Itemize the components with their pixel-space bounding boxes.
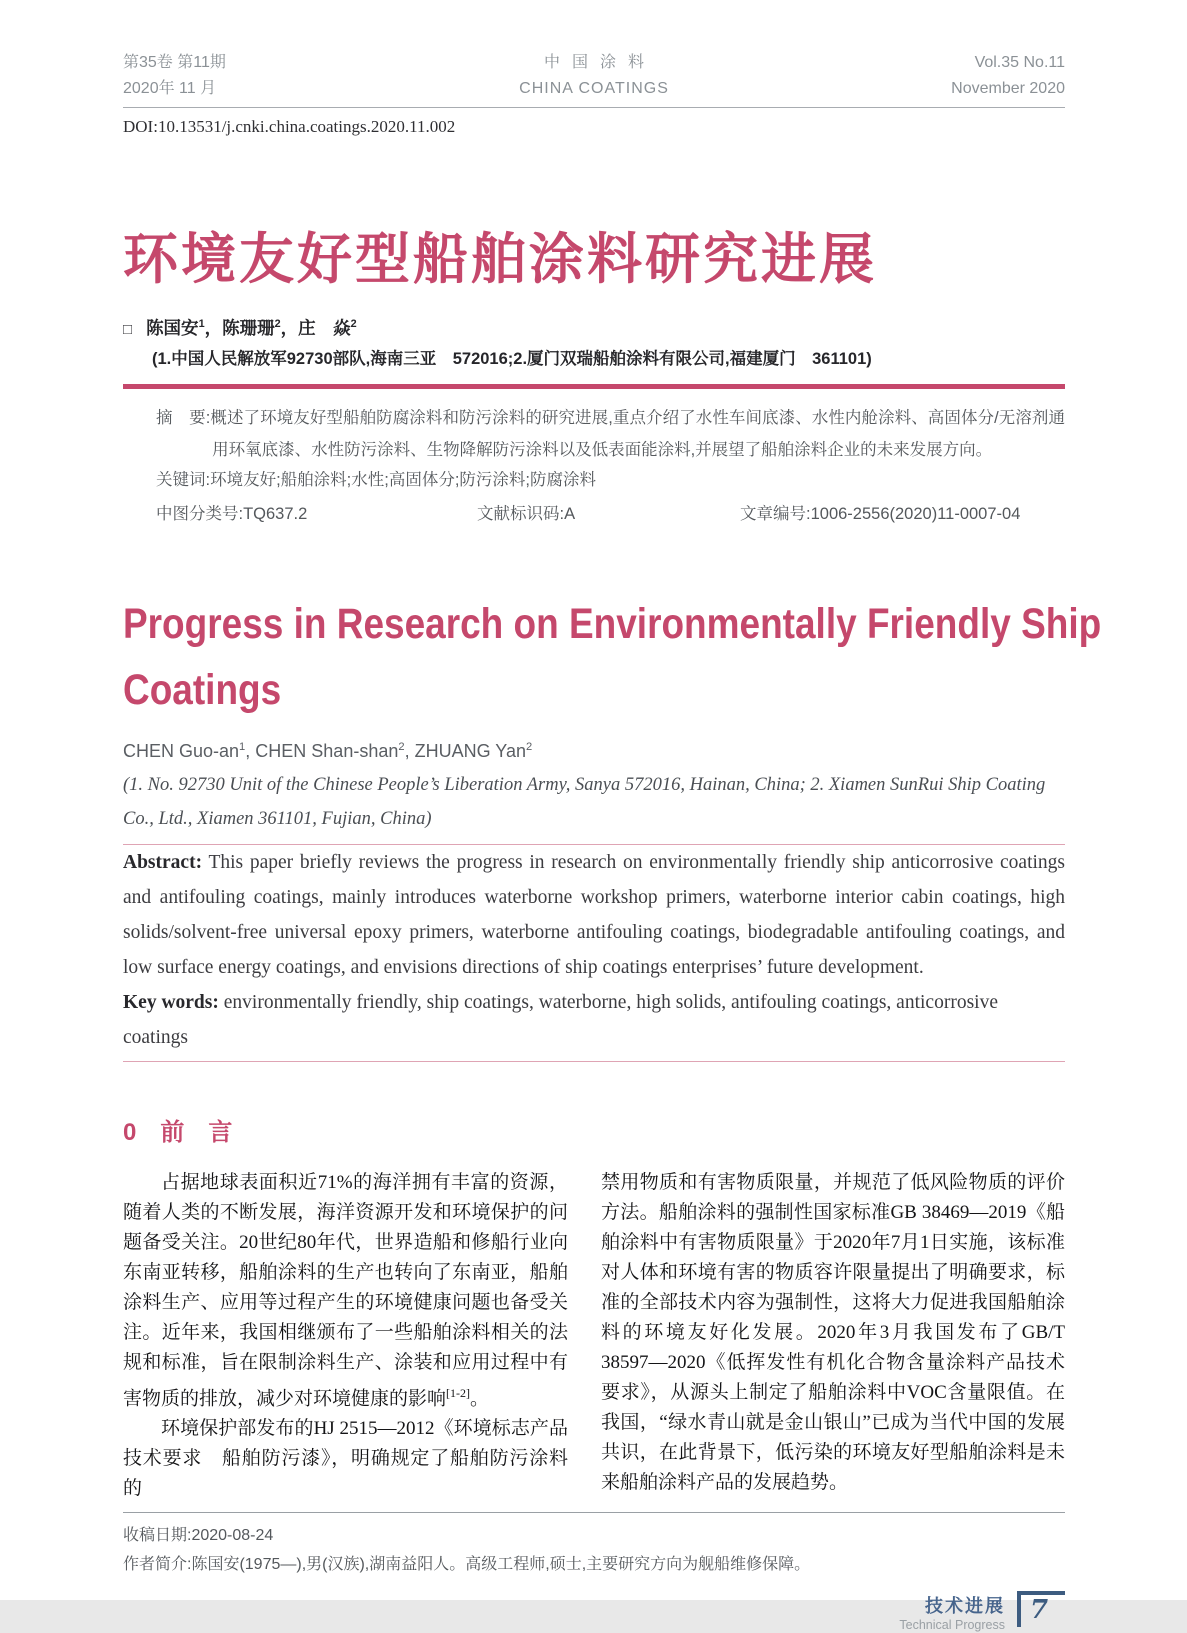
author-marker-icon: □ [123,320,133,338]
column-section-name [899,1591,1005,1633]
masthead-issue-en [835,50,1065,102]
keywords-cn-label: 关键词: [156,470,211,489]
abstract-en: Abstract: This paper briefly reviews the progress in research on environmentally friendly ship anticorrosive coatings and antifouling coatings, mainly introduces waterborne workshop primers, waterborne interior cabin coatings, high solids/solvent-free universal epoxy primers, waterborne antifouling coatings, biodegradable antifouling coatings, and low surface energy coatings, and envisions directions of ship coatings enterprises’ future development. [123,851,1065,978]
volume-issue-en: Vol.35 No.11 [974,54,1065,71]
section-name-en: Technical Progress [899,1618,1005,1633]
author-cn: 陈国安$^1$， [146,317,223,338]
journal-name-en: CHINA COATINGS [519,80,669,97]
journal-name-cn: 中国涂料 [543,54,656,71]
date-en: November 2020 [951,80,1065,97]
masthead-issue-cn [123,50,353,102]
author-en: ZHUANG Yan$^2$ [414,740,533,761]
body-column-left [123,1168,568,1504]
page-number-corner [1017,1591,1065,1627]
masthead-divider [123,107,1065,108]
author-cn: 陈珊珊$^2$， [222,317,299,338]
received-date: 收稿日期:2020-08-24 [123,1527,274,1545]
abstract-cn-label: 摘 要: [156,408,211,427]
abstract-rule-bottom [123,1061,1065,1062]
affiliation-cn: (1.中国人民解放军92730部队,海南三亚 572016;2.厦门双瑞船舶涂料有限公司,福建厦门 361101) [152,349,872,368]
authors-en [123,735,1065,764]
author-bio: 作者简介:陈国安(1975—),男(汉族),湖南益阳人。高级工程师,硕士,主要研究方向为舰船维修保障。 [123,1556,811,1574]
abstract-cn: 摘 要:概述了环境友好型船舶防腐涂料和防污涂料的研究进展,重点介绍了水性车间底漆、水性内舱涂料、高固体分/无溶剂通用环氧底漆、水性防污涂料、生物降解防污涂料以及低表面能涂料,并展望了船舶涂料企业的未来发展方向。 [156,408,1065,459]
author-en: CHEN Shan-shan$^2$, [255,740,415,761]
footnote-divider [123,1512,1065,1513]
masthead-journal-name [353,50,835,102]
volume-issue-cn: 第35卷 第11期 [123,54,226,71]
body-paragraph: 禁用物质和有害物质限量，并规范了低风险物质的评价方法。船舶涂料的强制性国家标准GB 38469—2019《船舶涂料中有害物质限量》于2020年7月1日实施，该标准对人体和环境有害的物质容许限量提出了明确要求，标准的全部技术内容为强制性，这将大力促进我国船舶涂料的环境友好化发展。2020年3月我国发布了GB/T 38597—2020《低挥发性有机化合物含量涂料产品技术要求》，从源头上制定了船舶涂料中VOC含量限值。在我国，“绿水青山就是金山银山”已成为当代中国的发展共识，在此背景下，低污染的环境友好型船舶涂料是未来船舶涂料产品的发展趋势。 [601,1171,1065,1493]
body-paragraph: 占据地球表面积近71%的海洋拥有丰富的资源，随着人类的不断发展，海洋资源开发和环境保护的问题备受关注。20世纪80年代，世界造船和修船行业向东南亚转移，船舶涂料的生产也转向了东南亚，船舶涂料生产、应用等过程产生的环境健康问题也备受关注。近年来，我国相继颁布了一些船舶涂料相关的法规和标准，旨在限制涂料生产、涂装和应用过程中有害物质的排放，减少对环境健康的影响[1-2]。 [123,1171,568,1410]
article-id: 文章编号:1006-2556(2020)11-0007-04 [740,504,1021,523]
doi-line: DOI:10.13531/j.cnki.china.coatings.2020.11.002 [123,117,456,136]
section-heading-0: 0 前 言 [123,1118,233,1146]
authors-cn [123,312,1065,342]
page-number: 7 [1030,1595,1049,1626]
document-code: 文献标识码:A [477,504,576,523]
author-cn: 庄 焱$^2$ [298,317,357,338]
journal-masthead [123,50,1065,102]
keywords-cn: 关键词:环境友好;船舶涂料;水性;高固体分;防污涂料;防腐涂料 [156,470,597,489]
body-paragraph: 环境保护部发布的HJ 2515—2012《环境标志产品技术要求 船舶防污漆》，明确规定了船舶防污涂料的 [123,1418,568,1500]
date-cn: 2020年 11 月 [123,80,217,97]
citation-ref: [1-2] [446,1385,471,1400]
affiliation-en: (1. No. 92730 Unit of the Chinese People’s Liberation Army, Sanya 572016, Hainan, China; 2. Xiamen SunRui Ship Coating Co., Ltd., Xiamen 361101, Fujian, China) [123,774,1046,829]
section-name-cn: 技术进展 [925,1596,1005,1617]
author-en: CHEN Guo-$an^1$, [123,740,256,761]
clc-number: 中图分类号:TQ637.2 [156,504,308,523]
keywords-en: Key words: environmentally friendly, ship coatings, waterborne, high solids, antifouling coatings, anticorrosive coatings [123,991,998,1048]
footnote-block [123,1521,1065,1579]
article-title-cn: 环境友好型船舶涂料研究进展 [123,228,878,290]
chinese-meta-block [123,402,1065,529]
body-column-right [601,1168,1065,1504]
title-rule [123,384,1065,389]
body-columns [123,1168,1065,1504]
keywords-en-label: Key words: [123,991,219,1013]
page-marker [123,1591,1065,1633]
abstract-en-label: Abstract: [123,851,203,873]
classification-row [156,500,1065,529]
article-title-en: Progress in Research on Environmentally Friendly Ship Coatings [123,599,1102,714]
